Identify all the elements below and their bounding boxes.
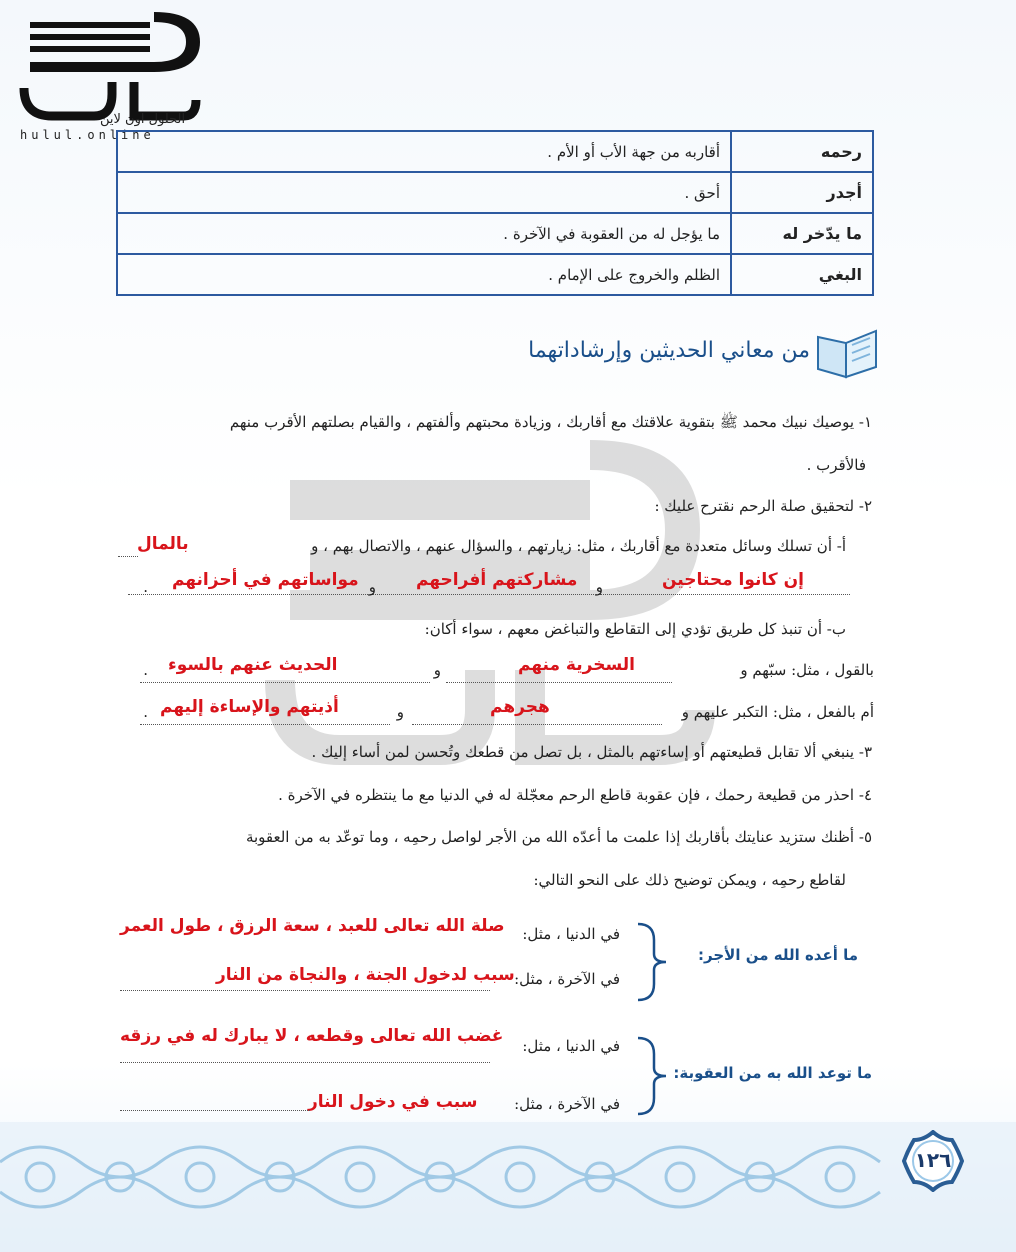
punishment-world-answer: غضب الله تعالى وقطعه ، لا يبارك له في رزقه [120, 1026, 504, 1046]
dotted-line [118, 556, 138, 557]
and-text: و [396, 703, 404, 721]
word-prefix: بالقول ، مثل: سبّهم و [740, 661, 874, 679]
vocab-meaning: الظلم والخروج على الإمام . [117, 254, 731, 295]
answer-sorrows: مواساتهم في أحزانهم [172, 570, 359, 590]
answer-bilmal: بالمال [137, 534, 189, 554]
table-row [117, 213, 873, 254]
page-number: ١٢٦ [914, 1148, 952, 1172]
vocab-term: ما يدّخر له [731, 213, 873, 254]
dotted-line [140, 682, 430, 683]
point-1-line-1: ١- يوصيك نبيك محمد ﷺ بتقوية علاقتك مع أقاربك ، وزيادة محبتهم وألفتهم ، والقيام بصلتهم الأقرب منهم [229, 413, 872, 431]
reward-world-prefix: في الدنيا ، مثل: [522, 925, 620, 943]
dotted-line [372, 594, 598, 595]
point-2: ٢- لتحقيق صلة الرحم نقترح عليك : [654, 497, 872, 515]
point-2b: ب- أن تنبذ كل طريق تؤدي إلى التقاطع والتباغض معهم ، سواء أكان: [424, 620, 846, 638]
section-header [460, 323, 880, 383]
and-text: و [368, 578, 376, 596]
vocab-term: رحمه [731, 131, 873, 172]
vocab-meaning: أحق . [117, 172, 731, 213]
dotted-line [128, 594, 370, 595]
and-text: و [595, 578, 603, 596]
vocab-meaning: أقاربه من جهة الأب أو الأم . [117, 131, 731, 172]
dotted-line [120, 1062, 490, 1063]
section-title: من معاني الحديثين وإرشاداتهما [528, 338, 810, 363]
dotted-line [120, 1110, 310, 1111]
logo-arabic-text: الحلول اون لاين [100, 112, 186, 127]
reward-hereafter-prefix: في الآخرة ، مثل: [514, 970, 620, 988]
answer-harm: أذيتهم والإساءة إليهم [160, 697, 339, 717]
table-row [117, 254, 873, 295]
reward-label: ما أعده الله من الأجر: [698, 946, 858, 964]
logo-site-text: hulul.online [20, 128, 155, 142]
punishment-hereafter-answer: سبب في دخول النار [308, 1092, 478, 1112]
reward-hereafter-answer: سبب لدخول الجنة ، والنجاة من النار [216, 965, 515, 985]
stop-text: . [143, 703, 148, 721]
vocab-term: أجدر [731, 172, 873, 213]
point-2a: أ- أن تسلك وسائل متعددة مع أقاربك ، مثل: زيارتهم ، والسؤال عنهم ، والاتصال بهم ، و [311, 537, 846, 555]
answer-needy: إن كانوا محتاجين [662, 570, 804, 590]
dotted-line [120, 990, 490, 991]
reward-world-answer: صلة الله تعالى للعبد ، سعة الرزق ، طول العمر [120, 916, 505, 936]
dotted-line [412, 724, 662, 725]
stop-text: . [143, 661, 148, 679]
point-5-line-1: ٥- أظنك ستزيد عنايتك بأقاربك إذا علمت ما أعدّه الله من الأجر لواصل رحمِه ، وما توعّد به من العقوبة [245, 828, 872, 846]
vocab-term: البغي [731, 254, 873, 295]
hulul-logo [14, 8, 204, 148]
answer-desertion: هجرهم [490, 697, 550, 717]
punishment-label: ما توعد الله به من العقوبة: [673, 1064, 872, 1082]
and-text: و [433, 661, 441, 679]
punishment-world-prefix: في الدنيا ، مثل: [522, 1037, 620, 1055]
point-5-line-2: لقاطع رحمِه ، ويمكن توضيح ذلك على النحو التالي: [533, 871, 846, 889]
brace-icon [630, 922, 670, 1002]
dotted-line [140, 724, 390, 725]
ornament-footer [0, 1122, 1016, 1252]
point-4: ٤- احذر من قطيعة رحمك ، فإن عقوبة قاطع الرحم معجّلة له في الدنيا مع ما ينتظره في الآخرة . [278, 786, 872, 804]
vocabulary-table [116, 130, 874, 296]
table-row [117, 172, 873, 213]
vocab-meaning: ما يؤجل له من العقوبة في الآخرة . [117, 213, 731, 254]
deed-prefix: أم بالفعل ، مثل: التكبر عليهم و [681, 703, 874, 721]
dotted-line [446, 682, 672, 683]
answer-mockery: السخرية منهم [518, 655, 635, 675]
point-3: ٣- ينبغي ألا تقابل قطيعتهم أو إساءتهم بالمثل ، بل تصل من قطعك وتُحسن لمن أساء إليك . [311, 743, 872, 761]
point-1-line-2: فالأقرب . [806, 456, 866, 474]
answer-joys: مشاركتهم أفراحهم [416, 570, 578, 590]
brace-icon [630, 1036, 670, 1116]
stop-text: . [143, 578, 148, 596]
punishment-hereafter-prefix: في الآخرة ، مثل: [514, 1095, 620, 1113]
answer-gossip: الحديث عنهم بالسوء [168, 655, 338, 675]
table-row [117, 131, 873, 172]
open-book-icon [814, 323, 880, 381]
dotted-line [600, 594, 850, 595]
